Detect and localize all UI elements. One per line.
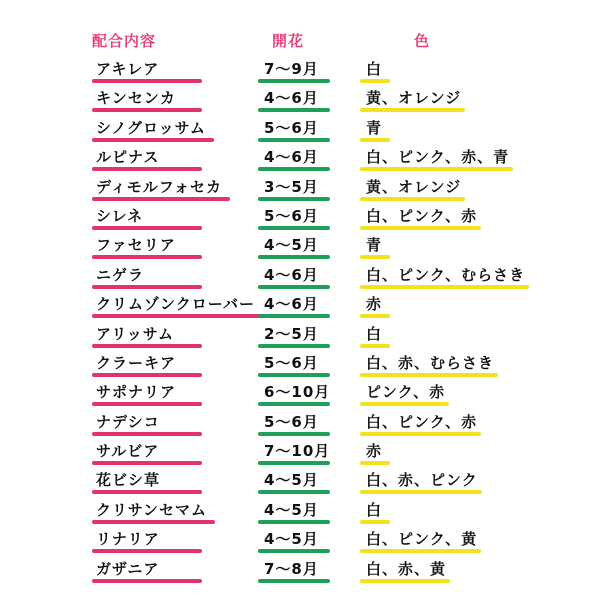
flower-name: ニゲラ	[96, 265, 145, 284]
color-underline	[360, 167, 513, 171]
bloom-underline	[258, 314, 330, 318]
color-underline	[360, 108, 465, 112]
flower-colors: 白	[366, 60, 383, 78]
flower-colors: 赤	[366, 442, 383, 461]
table-row	[0, 527, 600, 556]
color-underline	[360, 373, 498, 377]
table-row	[0, 175, 600, 204]
table-row	[0, 292, 600, 321]
name-underline	[92, 432, 202, 436]
bloom-period: 5～6月	[264, 118, 319, 137]
color-underline	[360, 490, 482, 494]
color-underline	[360, 314, 390, 318]
name-underline	[92, 461, 202, 465]
flower-colors: 白、ピンク、赤	[366, 206, 478, 225]
name-underline	[92, 373, 202, 377]
color-underline	[360, 226, 481, 230]
flower-name: アリッサム	[96, 324, 175, 343]
bloom-underline	[258, 167, 330, 171]
bloom-underline	[258, 108, 330, 112]
flower-colors: 青	[366, 118, 383, 137]
flower-colors: 白、赤、黄	[366, 559, 447, 578]
name-underline	[92, 285, 202, 289]
bloom-period: 6～10月	[264, 383, 331, 402]
flower-colors: 白、ピンク、赤	[366, 412, 478, 431]
bloom-underline	[258, 520, 330, 524]
header-bloom: 開花	[272, 32, 305, 50]
flower-name: シレネ	[96, 206, 144, 225]
bloom-period: 3～5月	[264, 177, 319, 196]
flower-colors: 白	[366, 324, 383, 343]
flower-name: ガザニア	[96, 559, 160, 578]
bloom-period: 7～9月	[264, 60, 319, 78]
bloom-underline	[258, 79, 330, 83]
table-row	[0, 351, 600, 380]
name-underline	[92, 79, 202, 83]
bloom-period: 4～5月	[264, 530, 319, 549]
table-row	[0, 145, 600, 174]
flower-colors: 黄、オレンジ	[366, 89, 462, 108]
table-row	[0, 57, 600, 86]
bloom-underline	[258, 402, 330, 406]
color-underline	[360, 432, 481, 436]
color-underline	[360, 79, 390, 83]
bloom-period: 4～5月	[264, 236, 319, 255]
bloom-period: 4～6月	[264, 89, 319, 108]
flower-list	[0, 57, 600, 586]
table-row	[0, 557, 600, 586]
flower-name: サポナリア	[96, 383, 177, 402]
table-row	[0, 233, 600, 262]
color-underline	[360, 579, 450, 583]
table-row	[0, 410, 600, 439]
name-underline	[92, 138, 214, 142]
bloom-period: 5～6月	[264, 206, 319, 225]
color-underline	[360, 402, 449, 406]
bloom-underline	[258, 226, 330, 230]
table-row	[0, 322, 600, 351]
color-underline	[360, 549, 481, 553]
table-row	[0, 380, 600, 409]
flower-colors: 白、ピンク、赤、青	[366, 148, 510, 167]
bloom-period: 7～8月	[264, 559, 319, 578]
flower-name: ディモルフォセカ	[96, 177, 223, 196]
flower-colors: 赤	[366, 295, 383, 314]
name-underline	[92, 549, 202, 553]
color-underline	[360, 138, 390, 142]
name-underline	[92, 197, 230, 201]
color-underline	[360, 197, 465, 201]
bloom-underline	[258, 549, 330, 553]
bloom-underline	[258, 461, 330, 465]
bloom-period: 7～10月	[264, 442, 331, 461]
flower-name: 花ビシ草	[96, 471, 161, 490]
table-row	[0, 116, 600, 145]
color-underline	[360, 285, 529, 289]
table-row	[0, 86, 600, 115]
flower-name: リナリア	[96, 530, 160, 549]
header-name: 配合内容	[92, 32, 157, 50]
name-underline	[92, 579, 202, 583]
bloom-underline	[258, 373, 330, 377]
table-row	[0, 468, 600, 497]
flower-name: クリムゾンクローバー	[96, 295, 255, 314]
flower-name: キンセンカ	[96, 89, 176, 108]
flower-colors: 黄、オレンジ	[366, 177, 462, 196]
table-row	[0, 439, 600, 468]
flower-name: クリサンセマム	[96, 500, 207, 519]
bloom-underline	[258, 285, 330, 289]
flower-colors: 白、ピンク、むらさき	[366, 265, 526, 284]
name-underline	[92, 402, 202, 406]
flower-colors: 青	[366, 236, 383, 255]
bloom-underline	[258, 138, 330, 142]
name-underline	[92, 344, 202, 348]
bloom-period: 4～6月	[264, 295, 319, 314]
bloom-period: 2～5月	[264, 324, 319, 343]
header-color: 色	[414, 32, 431, 50]
bloom-underline	[258, 490, 330, 494]
name-underline	[92, 314, 263, 318]
flower-colors: 白、赤、むらさき	[366, 353, 495, 372]
name-underline	[92, 108, 202, 112]
color-underline	[360, 255, 390, 259]
flower-name: クラーキア	[96, 353, 177, 372]
flower-name: ファセリア	[96, 236, 176, 255]
bloom-period: 5～6月	[264, 412, 319, 431]
name-underline	[92, 255, 202, 259]
color-underline	[360, 461, 390, 465]
table-row	[0, 498, 600, 527]
bloom-underline	[258, 344, 330, 348]
name-underline	[92, 226, 202, 230]
bloom-period: 4～6月	[264, 265, 319, 284]
flower-colors: 白	[366, 500, 383, 519]
color-underline	[360, 520, 390, 524]
bloom-underline	[258, 432, 330, 436]
flower-name: ナデシコ	[96, 412, 160, 431]
flower-colors: 白、ピンク、黄	[366, 530, 478, 549]
table-row	[0, 204, 600, 233]
bloom-underline	[258, 255, 330, 259]
name-underline	[92, 167, 202, 171]
color-underline	[360, 344, 390, 348]
flower-colors: ピンク、赤	[366, 383, 446, 402]
flower-name: ルピナス	[96, 148, 160, 167]
flower-name: サルビア	[96, 442, 160, 461]
bloom-period: 5～6月	[264, 353, 319, 372]
table-row	[0, 263, 600, 292]
bloom-underline	[258, 579, 330, 583]
name-underline	[92, 490, 202, 494]
flower-colors: 白、赤、ピンク	[366, 471, 478, 490]
bloom-period: 4～5月	[264, 500, 319, 519]
bloom-period: 4～6月	[264, 148, 319, 167]
flower-name: アキレア	[96, 60, 160, 78]
bloom-underline	[258, 197, 330, 201]
bloom-period: 4～5月	[264, 471, 319, 490]
flower-name: シノグロッサム	[96, 118, 206, 137]
table-header	[0, 30, 600, 52]
name-underline	[92, 520, 215, 524]
